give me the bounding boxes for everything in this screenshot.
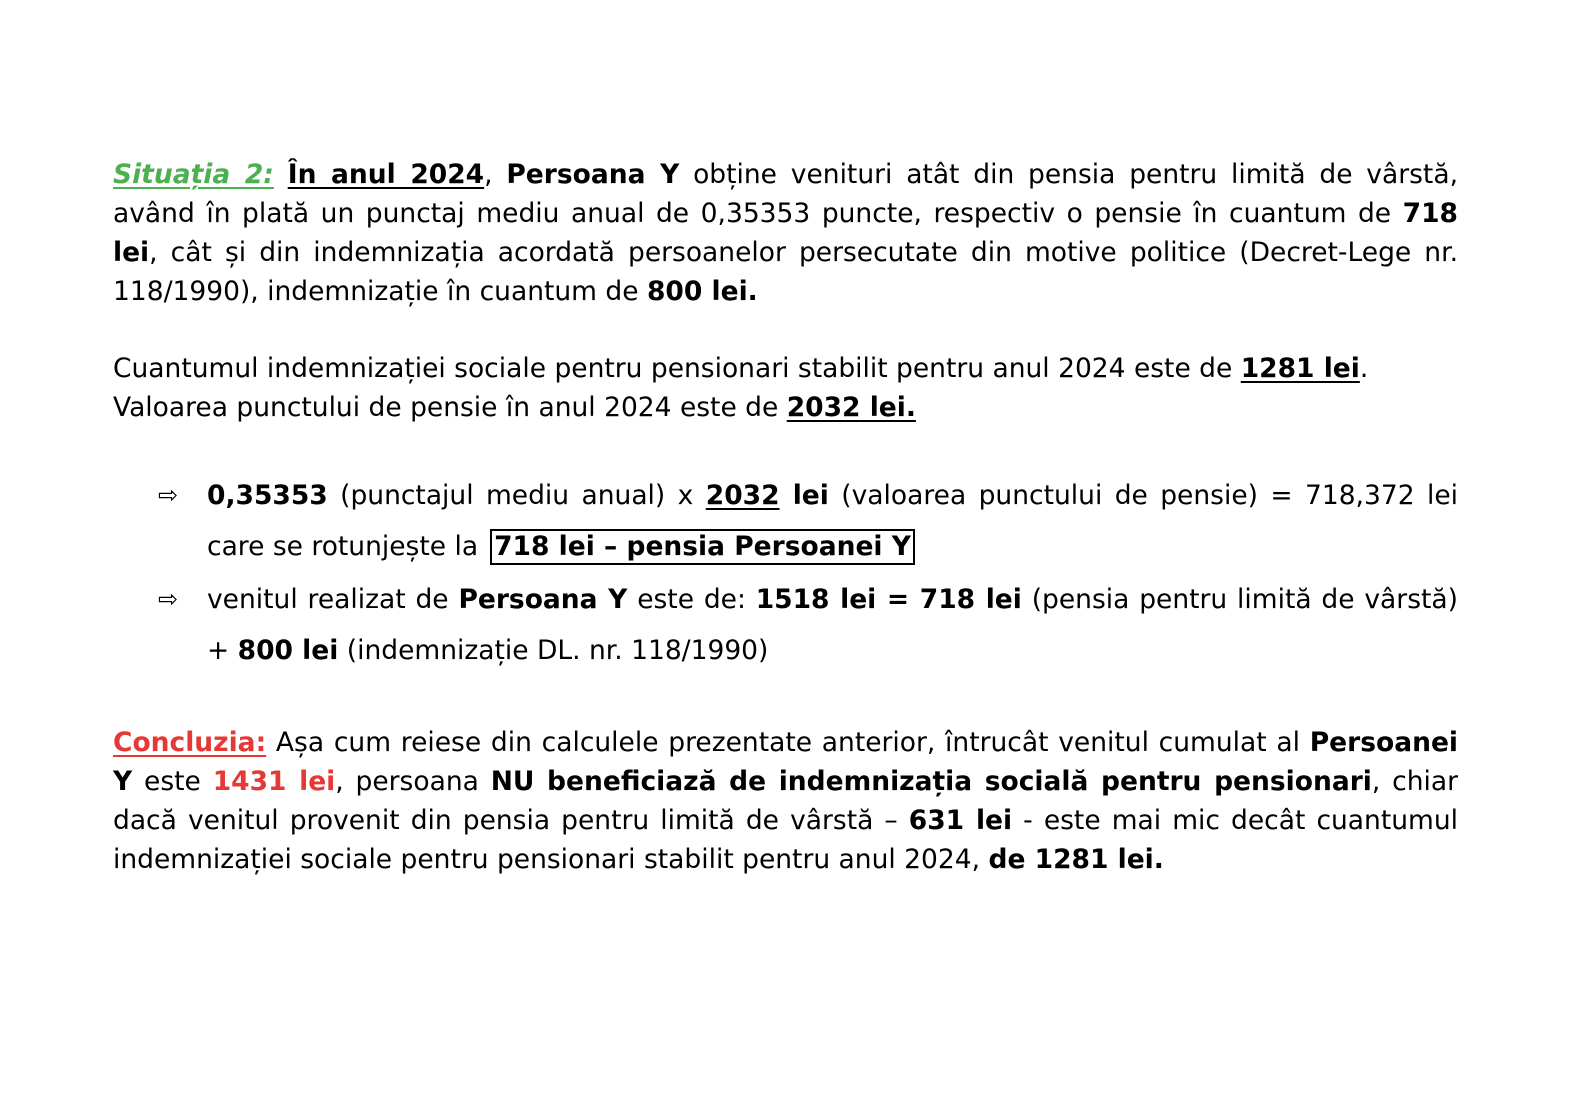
arrow-icon: ⇨ [158,481,179,509]
arrow-icon: ⇨ [158,585,179,613]
persoana-y: Persoana Y [458,584,628,615]
bullet2-text-1: venitul realizat de [207,584,459,615]
cuantum-text-2: Valoarea punctului de pensie în anul 2024 este de [113,392,787,423]
bullet2-text-2: este de: [627,584,756,615]
list-item [158,574,1458,676]
cumulated-income: 1431 lei [212,766,336,797]
bullet2-text-3: (pensia pentru limită de vârstă) + [207,584,1458,666]
pension-result-box: 718 lei – pensia Persoanei Y [490,529,915,565]
year-phrase: În anul 2024 [287,159,485,190]
paragraph-cuantum [113,349,1458,427]
list-item [158,470,1458,572]
not-eligible-statement: NU beneficiază de indemnizația socială pentru pensionari [490,766,1372,797]
pension-amount: 718 lei [113,198,1458,268]
situatia-text-2: obține venituri atât din pensia pentru limită de vârstă, având în plată un punctaj mediu anual de 0,35353 puncte, respectiv o pensie în cuantum de [113,159,1458,229]
concluzia-text-1: Așa cum reiese din calculele prezentate anterior, întrucât venitul cumulat al [266,727,1310,758]
indemnity-amount: 800 lei. [646,276,758,307]
situatia-text-1: , [484,159,507,190]
pension-point-value: 2032 lei. [786,392,916,423]
cuantum-text-1: Cuantumul indemnizației sociale pentru pensionari stabilit pentru anul 2024 este de [113,353,1241,384]
income-equation: 1518 lei = 718 lei [755,584,1022,615]
situatia-label: Situația 2: [113,159,274,190]
paragraph-situatia [113,155,1458,311]
threshold-value: de 1281 lei. [988,844,1164,875]
bullet1-text-1: (punctajul mediu anual) x [327,480,706,511]
concluzia-text-3: , persoana [335,766,491,797]
average-points: 0,35353 [207,480,328,511]
paragraph-concluzia [113,723,1458,879]
cuantum-dot: . [1359,353,1369,384]
bullet-income [158,574,1458,676]
point-value: 2032 [705,480,780,511]
concluzia-label: Concluzia: [113,727,267,758]
concluzia-text-2: este [132,766,213,797]
point-currency: lei [779,480,829,511]
concluzia-text-4: , chiar dacă venitul provenit din pensia pentru limită de vârstă – [113,766,1458,836]
bullet2-text-4: (indemnizație DL. nr. 118/1990) [338,635,769,666]
situatia-text-3: , cât și din indemnizația acordată persoanelor persecutate din motive politice (Decret-Lege nr. 118/1990), indemnizație în cuantum de [113,237,1458,307]
bullet1-text-2: (valoarea punctului de pensie) = 718,372 lei care se rotunjește la [207,480,1458,562]
indemnity-amount: 800 lei [237,635,339,666]
social-indemnity-value: 1281 lei [1240,353,1360,384]
persoana-y: Persoana Y [506,159,680,190]
concluzia-text-5: - este mai mic decât cuantumul indemnizației sociale pentru pensionari stabilit pentru anul 2024, [113,805,1459,875]
bullet-calculation [158,470,1458,572]
persoanei-y: Persoanei Y [113,727,1458,797]
pension-income: 631 lei [908,805,1013,836]
